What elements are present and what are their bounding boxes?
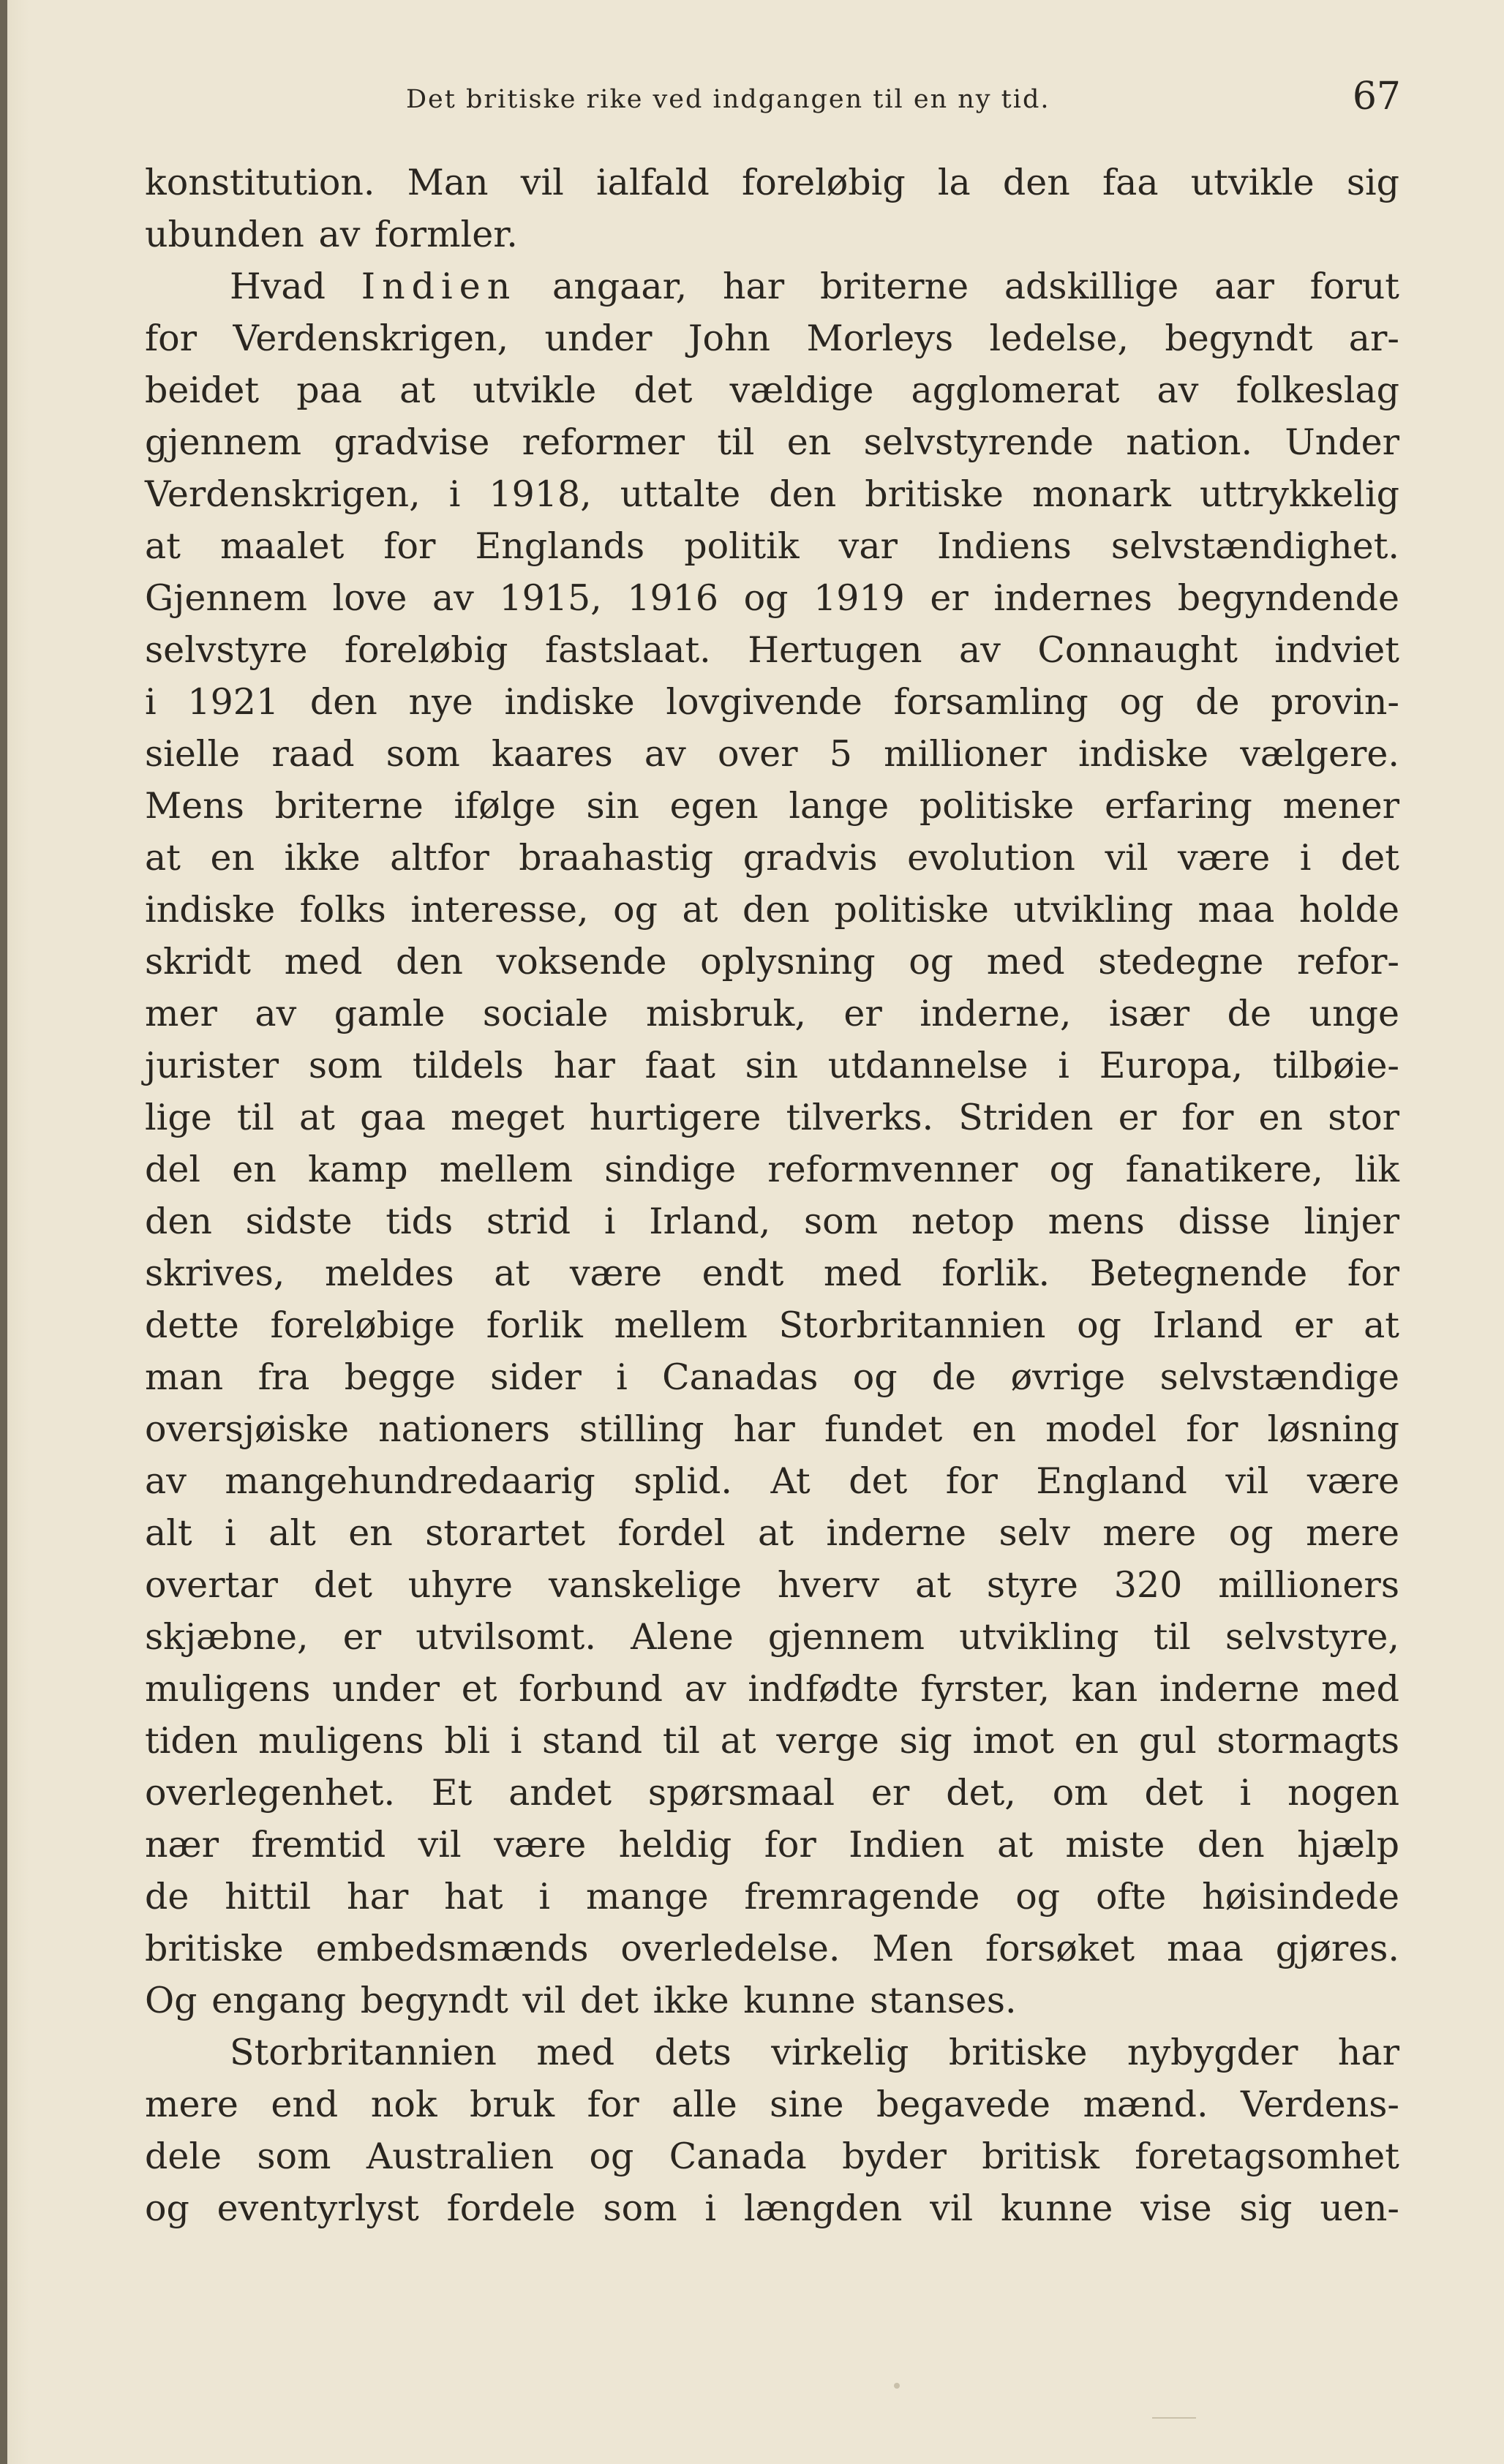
text-line: gjennem gradvise reformer til en selvstyrende nation. Under: [145, 421, 1399, 463]
running-title: Det britiske rike ved indgangen til en ny tid.: [406, 85, 1050, 114]
text-line: skrives, meldes at være endt med forlik. Betegnende for: [145, 1252, 1399, 1294]
page-number: 67: [1352, 75, 1401, 119]
emphasized-word: Indien: [361, 266, 517, 307]
text-line: de hittil har hat i mange fremragende og ofte høisindede: [145, 1876, 1399, 1918]
text-line: muligens under et forbund av indfødte fyrster, kan inderne med: [145, 1668, 1399, 1710]
text-line: av mangehundredaarig splid. At det for England vil være: [145, 1460, 1399, 1502]
text-line: mere end nok bruk for alle sine begavede mænd. Verdens-: [145, 2084, 1399, 2125]
text-line: at en ikke altfor braahastig gradvis evolution vil være i det: [145, 837, 1399, 879]
text-line: man fra begge sider i Canadas og de øvrige selvstændige: [145, 1356, 1399, 1398]
text-line: at maalet for Englands politik var Indiens selvstændighet.: [145, 525, 1399, 567]
text-line: dele som Australien og Canada byder britisk foretagsomhet: [145, 2136, 1399, 2177]
text-fragment: Hvad: [230, 266, 326, 307]
text-line: Og engang begyndt vil det ikke kunne stanses.: [145, 1980, 1017, 2021]
text-line: sielle raad som kaares av over 5 millioner indiske vælgere.: [145, 733, 1399, 775]
text-line: Storbritannien med dets virkelig britiske nybygder har: [230, 2032, 1399, 2073]
page-header: [150, 75, 1401, 126]
text-line: indiske folks interesse, og at den politiske utvikling maa holde: [145, 889, 1399, 931]
text-line: del en kamp mellem sindige reformvenner og fanatikere, lik: [145, 1149, 1399, 1190]
text-line: alt i alt en storartet fordel at inderne selv mere og mere: [145, 1512, 1399, 1554]
text-line: overtar det uhyre vanskelige hverv at styre 320 millioners: [145, 1564, 1399, 1606]
text-fragment: angaar, har briterne adskillige aar forut: [552, 266, 1399, 307]
text-line: lige til at gaa meget hurtigere tilverks. Striden er for en stor: [145, 1097, 1399, 1138]
text-line: Mens briterne ifølge sin egen lange politiske erfaring mener: [145, 785, 1399, 827]
text-line: overlegenhet. Et andet spørsmaal er det, om det i nogen: [145, 1772, 1399, 1814]
text-line: skjæbne, er utvilsomt. Alene gjennem utvikling til selvstyre,: [145, 1616, 1399, 1658]
text-line: selvstyre foreløbig fastslaat. Hertugen av Connaught indviet: [145, 629, 1399, 671]
text-line: den sidste tids strid i Irland, som netop mens disse linjer: [145, 1201, 1399, 1242]
text-line: Gjennem love av 1915, 1916 og 1919 er indernes begyndende: [145, 577, 1399, 619]
text-line: britiske embedsmænds overledelse. Men forsøket maa gjøres.: [145, 1928, 1399, 1969]
text-line: oversjøiske nationers stilling har fundet en model for løsning: [145, 1408, 1399, 1450]
text-line: [145, 260, 1399, 312]
text-line: dette foreløbige forlik mellem Storbritannien og Irland er at: [145, 1304, 1399, 1346]
page-edge-shadow: [0, 0, 7, 2464]
text-line: og eventyrlyst fordele som i længden vil kunne vise sig uen-: [145, 2187, 1399, 2229]
text-line: mer av gamle sociale misbruk, er inderne, især de unge: [145, 993, 1399, 1034]
paper-speck: [894, 2383, 900, 2389]
text-line: beidet paa at utvikle det vældige agglomerat av folkeslag: [145, 369, 1399, 411]
text-line: i 1921 den nye indiske lovgivende forsamling og de provin-: [145, 681, 1399, 723]
text-line: for Verdenskrigen, under John Morleys ledelse, begyndt ar-: [145, 318, 1399, 359]
text-line: Verdenskrigen, i 1918, uttalte den britiske monark uttrykkelig: [145, 473, 1399, 515]
paper-mark: [1152, 2417, 1196, 2419]
text-line: ubunden av formler.: [145, 214, 518, 255]
text-line: tiden muligens bli i stand til at verge sig imot en gul stormagts: [145, 1720, 1399, 1762]
text-line: jurister som tildels har faat sin utdannelse i Europa, tilbøie-: [145, 1045, 1399, 1086]
text-line: nær fremtid vil være heldig for Indien at miste den hjælp: [145, 1824, 1399, 1866]
text-line: konstitution. Man vil ialfald foreløbig la den faa utvikle sig: [145, 162, 1399, 203]
text-line: skridt med den voksende oplysning og med stedegne refor-: [145, 941, 1399, 983]
body-text: [145, 157, 1399, 2234]
